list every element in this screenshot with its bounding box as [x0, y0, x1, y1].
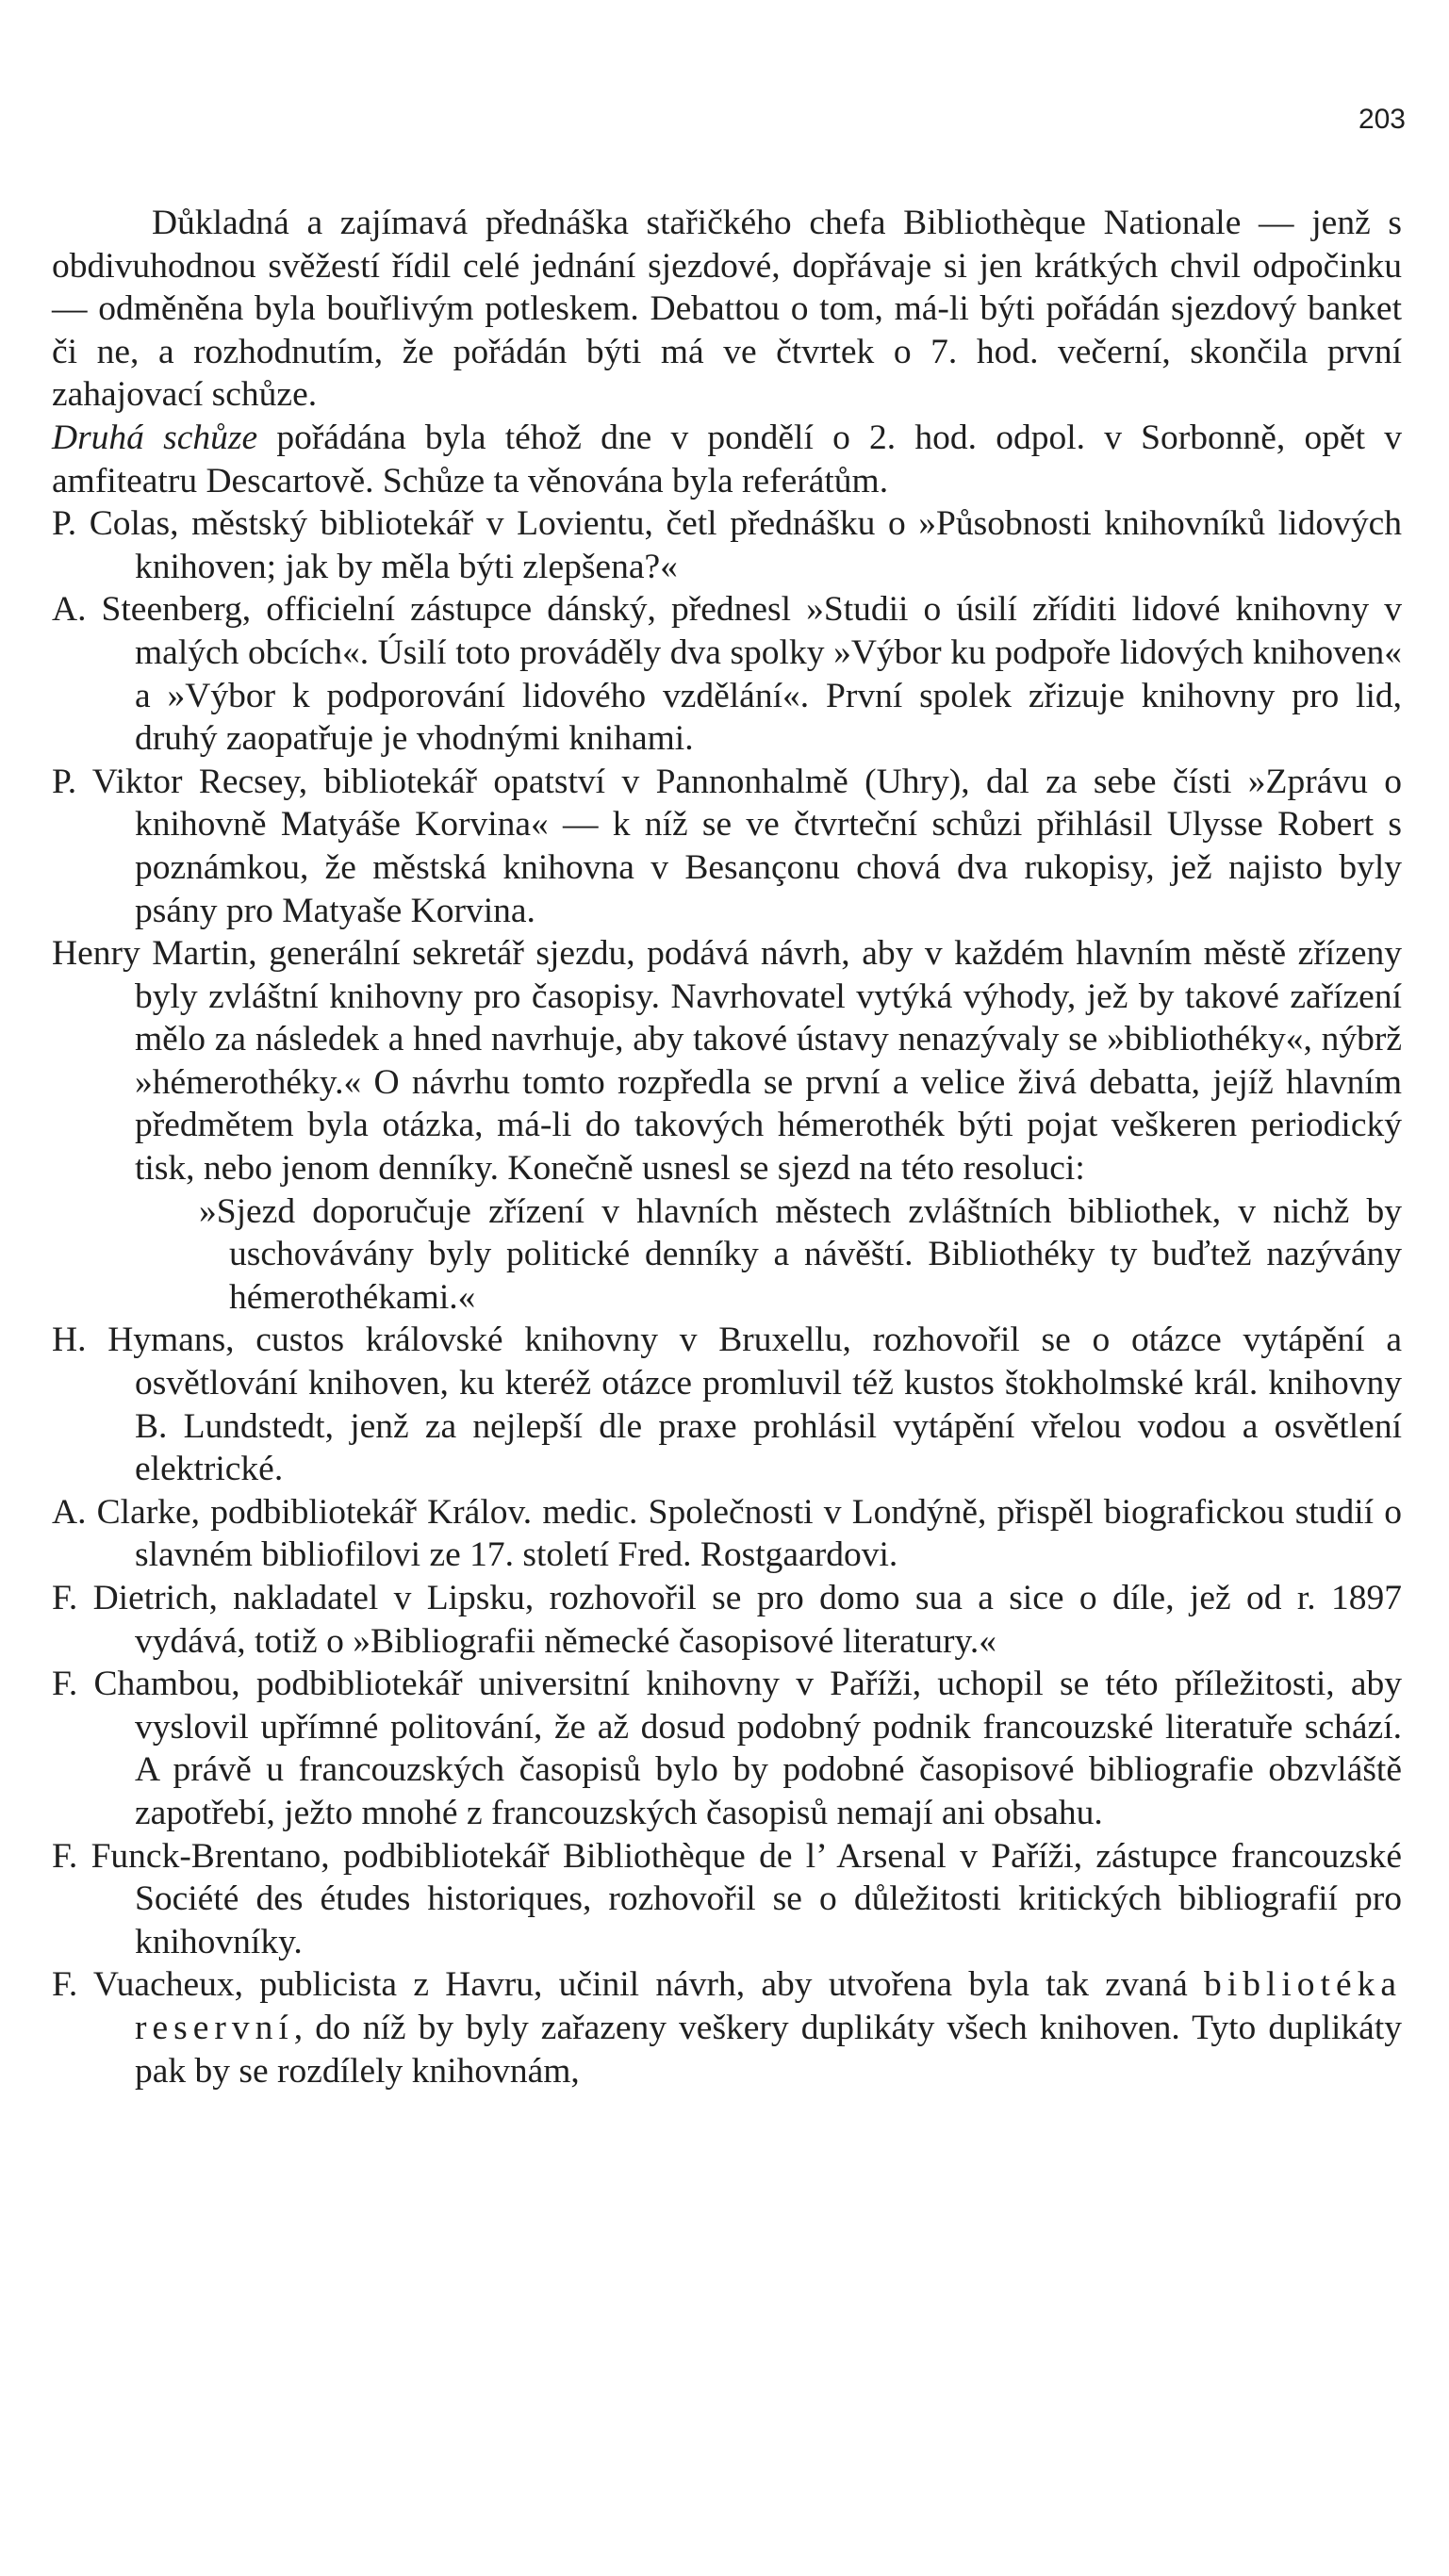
page-number: 203 — [1358, 104, 1406, 135]
paragraph-chambou: F. Chambou, podbibliotekář universitní knihovny v Paříži, uchopil se této příležitosti, aby vyslovil upřímné politování, že až dosud podobný podnik francouzské literatuře schází. A právě u francouzských časopisů bylo by podobné časopisové bibliografie obzvláště zapotřebí, ježto mnohé z francouzských časopisů nemají ani obsahu. — [52, 1665, 1402, 1832]
second-session-heading: Druhá schůze — [52, 418, 258, 457]
paragraph-opening-lecture: Důkladná a zajímavá přednáška stařičkého chefa Bibliothèque Nationale — jenž s obdivuhodnou svěžestí řídil celé jednání sjezdové, dopřávaje si jen krátkých chvil odpočinku — odměněna byla bouřlivým potleskem. Debattou o tom, má-li býti pořádán sjezdový banket či ne, a rozhodnutím, že pořádán býti má ve čtvrtek o 7. hod. večerní, skončila první zahajovací schůze. — [52, 204, 1402, 415]
reserve-library-term: bibliotéka reservní — [135, 1965, 1402, 2047]
paragraph-recsey: P. Viktor Recsey, bibliotekář opatství v Pannonhalmě (Uhry), dal za sebe čísti »Zprávu o knihovně Matyáše Korvina« — k níž se ve čtvrteční schůzi přihlásil Ulysse Robert s poznámkou, že městská knihovna v Besançonu chová dva rukopisy, jež najisto byly psány pro Matyaše Korvina. — [52, 762, 1402, 930]
paragraph-second-session — [52, 417, 1402, 502]
paragraph-dietrich: F. Dietrich, nakladatel v Lipsku, rozhovořil se pro domo sua a sice o díle, jež od r. 1897 vydává, totiž o »Bibliografii německé časopisové literatury.« — [52, 1579, 1402, 1661]
paragraph-martin: Henry Martin, generální sekretář sjezdu, podává návrh, aby v každém hlavním městě zřízeny byly zvláštní knihovny pro časopisy. Navrhovatel vytýká výhody, jež by takové zařízení mělo za následek a hned navrhuje, aby takové ústavy nenazývaly se »bibliothéky«, nýbrž »hémerothéky.« O návrhu tomto rozpředla se první a velice živá debatta, jejíž hlavním předmětem byla otázka, má-li do takových hémerothék býti pojat veškeren periodický tisk, nebo jenom denníky. Konečně usnesl se sjezd na této resoluci: — [52, 934, 1402, 1189]
vuacheux-text-start: F. Vuacheux, publicista z Havru, učinil návrh, aby utvořena byla tak zvaná — [52, 1965, 1205, 2005]
paragraph-clarke: A. Clarke, podbibliotekář Králov. medic. Společnosti v Londýně, přispěl biografickou studií o slavném bibliofilovi ze 17. století Fred. Rostgaardovi. — [52, 1492, 1402, 1575]
second-session-text: pořádána byla téhož dne v pondělí o 2. hod. odpol. v Sorbonně, opět v amfiteatru Descartově. Schůze ta věnována byla referátům. — [52, 418, 1402, 500]
paragraph-vuacheux — [52, 1963, 1402, 2092]
paragraph-funck-brentano: F. Funck-Brentano, podbibliotekář Bibliothèque de l’ Arsenal v Paříži, zástupce francouzské Société des études historiques, rozhovořil se o důležitosti kritických bibliografií pro knihovníky. — [52, 1836, 1402, 1961]
paragraph-colas: P. Colas, městský bibliotekář v Lovientu, četl přednášku o »Působnosti knihovníků lidových knihoven; jak by měla býti zlepšena?« — [52, 504, 1402, 586]
body-text — [52, 202, 1402, 2092]
paragraph-resolution-quote: »Sjezd doporučuje zřízení v hlavních městech zvláštních bibliothek, v nichž by uschovávány byly politické denníky a návěští. Bibliothéky ty buďtež nazývány hémerothékami.« — [199, 1191, 1402, 1317]
paragraph-hymans: H. Hymans, custos královské knihovny v Bruxellu, rozhovořil se o otázce vytápění a osvětlování knihoven, ku kteréž otázce promluvil též kustos štokholmské král. knihovny B. Lundstedt, jenž za nejlepší dle praxe prohlásil vytápění vřelou vodou a osvětlení elektrické. — [52, 1321, 1402, 1489]
vuacheux-text-end: , do níž by byly zařazeny veškery duplikáty všech knihoven. Tyto duplikáty pak by se rozdílely knihovnám, — [135, 2008, 1402, 2091]
paragraph-steenberg: A. Steenberg, officielní zástupce dánský, přednesl »Studii o úsilí zříditi lidové knihovny v malých obcích«. Úsilí toto prováděly dva spolky »Výbor ku podpoře lidových knihoven« a »Výbor k podporování lidového vzdělání«. První spolek zřizuje knihovny pro lid, druhý zaopatřuje je vhodnými knihami. — [52, 590, 1402, 759]
